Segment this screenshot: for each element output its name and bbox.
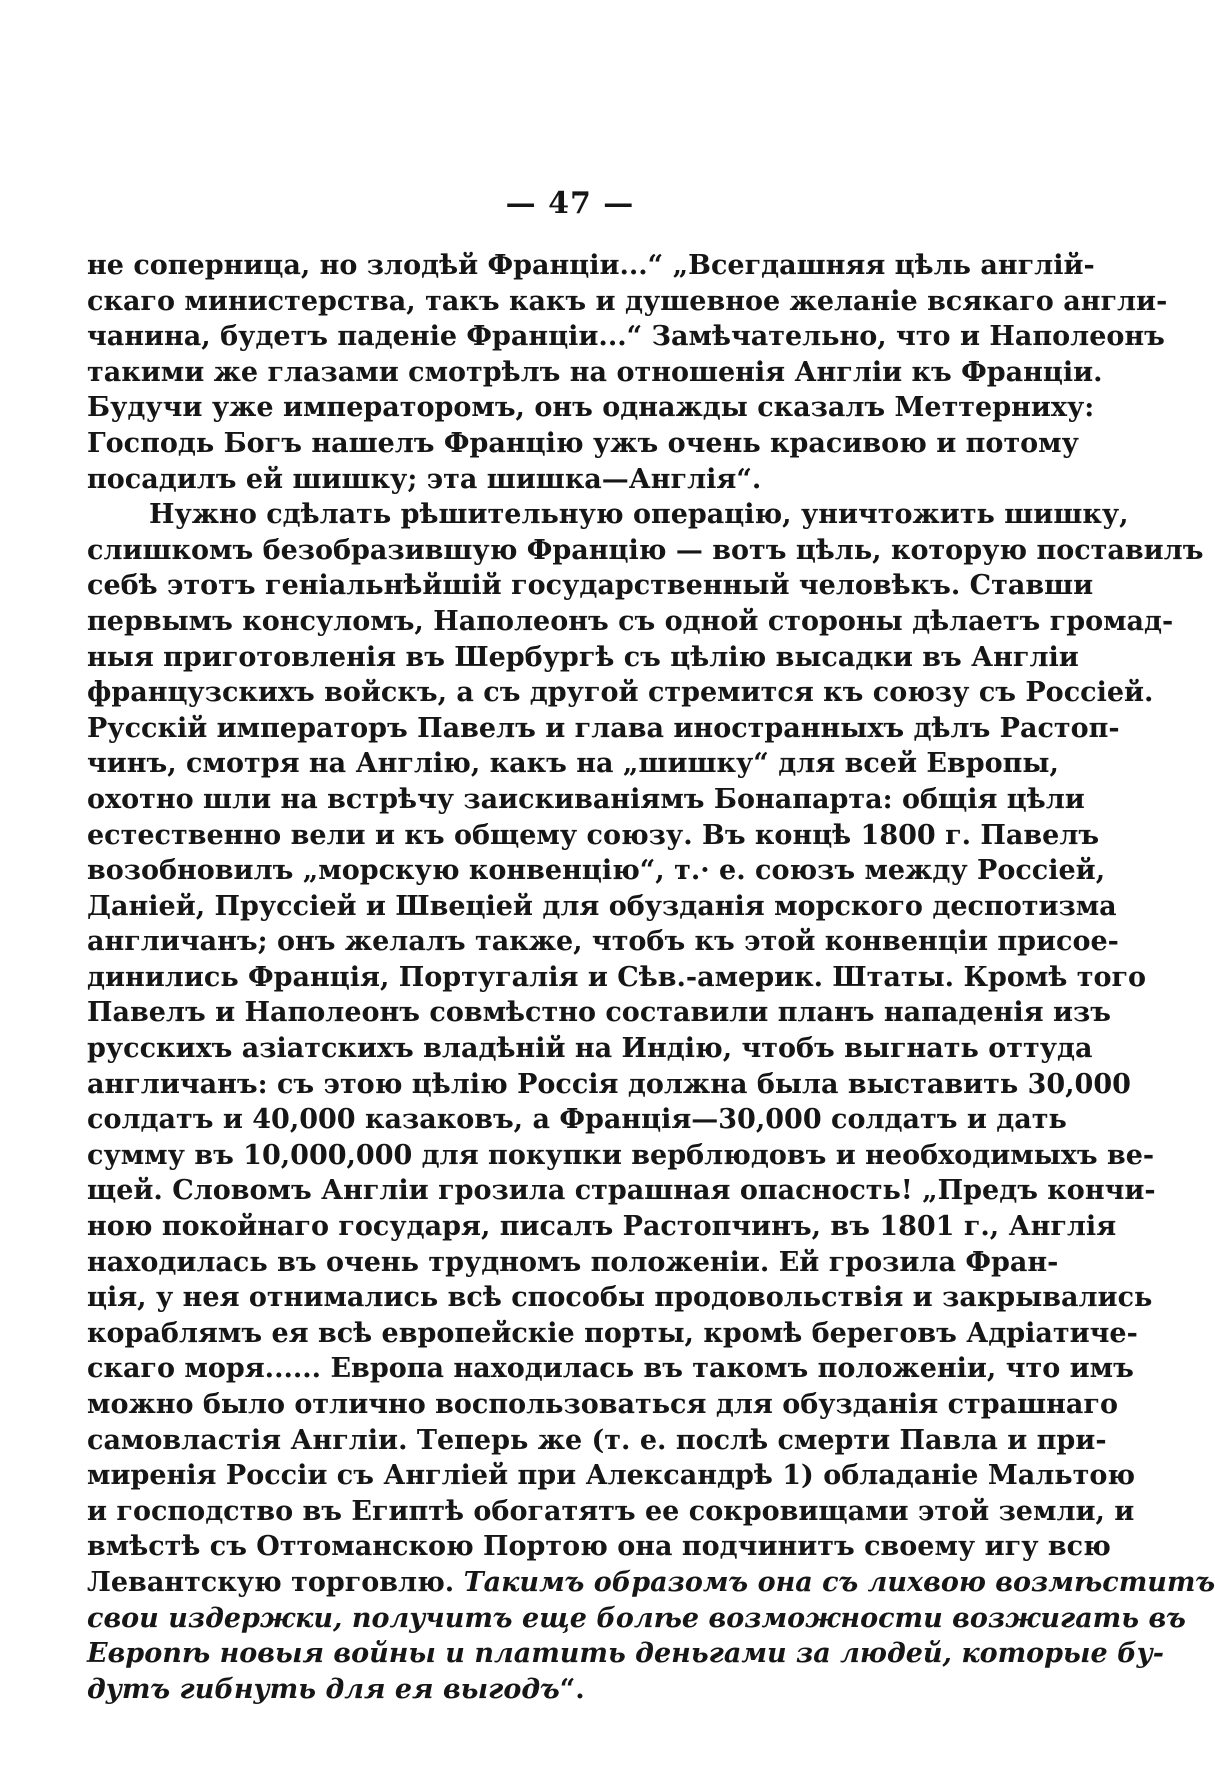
text-span: скаго моря...... Европа находилась въ такомъ положеніи, что имъ xyxy=(87,1353,1134,1385)
text-span: русскихъ азіатскихъ владѣній на Индію, чтобъ выгнать оттуда xyxy=(87,1033,1093,1065)
text-span: и господство въ Египтѣ обогатятъ ее сокровищами этой земли, и xyxy=(87,1495,1135,1527)
text-line xyxy=(87,1316,1138,1352)
italic-text-span: Европѣ новыя войны и платить деньгами за людей, которые бу- xyxy=(87,1638,1164,1670)
text-line xyxy=(87,924,1119,960)
text-span: англичанъ: съ этою цѣлію Россія должна была выставить 30,000 xyxy=(87,1068,1131,1100)
text-span: солдатъ и 40,000 казаковъ, а Франція—30,000 солдатъ и дать xyxy=(87,1104,1067,1136)
text-line xyxy=(87,675,1154,711)
text-span: ныя приготовленія въ Шербургѣ съ цѣлію высадки въ Англіи xyxy=(87,641,1079,673)
text-span: чинъ, смотря на Англію, какъ на „шишку“ для всей Европы, xyxy=(87,748,1059,780)
text-line xyxy=(87,1351,1134,1387)
text-span: посадилъ ей шишку; эта шишка—Англія“. xyxy=(87,463,762,495)
text-span: Русскій императоръ Павелъ и глава иностранныхъ дѣлъ Растоп- xyxy=(87,712,1120,744)
text-span: Нужно сдѣлать рѣшительную операцію, уничтожить шишку, xyxy=(149,499,1129,531)
text-line xyxy=(87,995,1111,1031)
text-line xyxy=(87,1601,1186,1637)
text-line xyxy=(87,533,1204,569)
text-span: можно было отлично воспользоваться для обузданія страшнаго xyxy=(87,1389,1118,1420)
text-line xyxy=(87,568,1094,604)
text-line xyxy=(87,853,1106,889)
text-line xyxy=(87,782,1085,818)
text-span: себѣ этотъ геніальнѣйшій государственный человѣкъ. Ставши xyxy=(87,570,1094,602)
text-span: находилась въ очень трудномъ положеніи. Ей грозила Фран- xyxy=(87,1246,1059,1278)
text-line xyxy=(87,818,1100,854)
text-line xyxy=(87,1245,1059,1281)
text-line xyxy=(87,1529,1111,1565)
text-span: Будучи уже императоромъ, онъ однажды сказалъ Меттерниху: xyxy=(87,392,1095,424)
text-span: Павелъ и Наполеонъ совмѣстно составили планъ нападенія изъ xyxy=(87,997,1111,1029)
text-line xyxy=(87,1636,1164,1672)
text-line xyxy=(87,1387,1118,1423)
text-span: вмѣстѣ съ Оттоманскою Портою она подчинитъ своему игу всю xyxy=(87,1531,1111,1563)
text-line xyxy=(87,711,1120,747)
text-line xyxy=(87,248,1095,284)
text-span: естественно вели и къ общему союзу. Въ концѣ 1800 г. Павелъ xyxy=(87,819,1100,851)
text-line xyxy=(87,604,1174,640)
text-line xyxy=(87,1209,1117,1245)
text-span: миренія Россіи съ Англіей при Александрѣ 1) обладаніе Мальтою xyxy=(87,1460,1136,1492)
text-span: не соперница, но злодѣй Франціи...“ „Всегдашняя цѣль англій- xyxy=(87,250,1095,281)
text-span: Левантскую торговлю. xyxy=(87,1566,464,1598)
text-line xyxy=(87,640,1079,676)
text-span: Даніей, Пруссіей и Швеціей для обузданія морского деспотизма xyxy=(87,890,1117,922)
text-line xyxy=(87,1565,1215,1601)
text-line xyxy=(87,1423,1107,1459)
text-span: динились Франція, Португалія и Сѣв.-америк. Штаты. Кромѣ того xyxy=(87,961,1147,993)
text-span: охотно шли на встрѣчу заискиваніямъ Бонапарта: общія цѣли xyxy=(87,783,1085,815)
italic-text-span: Такимъ образомъ она съ лихвою возмѣститъ xyxy=(463,1566,1215,1598)
text-line xyxy=(87,1458,1136,1494)
text-line xyxy=(87,1102,1067,1138)
italic-text-span: дутъ гибнуть для ея выгодъ xyxy=(87,1673,560,1705)
text-line xyxy=(87,1173,1156,1209)
text-span: возобновилъ „морскую конвенцію“, т.· е. союзъ между Россіей, xyxy=(87,855,1106,887)
text-span: кораблямъ ея всѣ европейскіе порты, кромѣ береговъ Адріатиче- xyxy=(87,1317,1138,1349)
text-span: щей. Словомъ Англіи грозила страшная опасность! „Предъ кончи- xyxy=(87,1175,1156,1207)
italic-text-span: свои издержки, получитъ еще болѣе возможности возжигать въ xyxy=(87,1602,1186,1634)
text-line xyxy=(87,1672,942,1708)
text-span: первымъ консуломъ, Наполеонъ съ одной стороны дѣлаетъ громад- xyxy=(87,605,1174,637)
text-line xyxy=(87,1280,1153,1316)
text-line xyxy=(87,284,1168,320)
text-line xyxy=(87,497,1129,533)
text-span: ною покойнаго государя, писалъ Растопчинъ, въ 1801 г., Англія xyxy=(87,1211,1117,1243)
text-span: французскихъ войскъ, а съ другой стремится къ союзу съ Россіей. xyxy=(87,677,1154,709)
text-line xyxy=(87,426,1079,462)
text-span: ція, у нея отнимались всѣ способы продовольствія и закрывались xyxy=(87,1282,1153,1314)
text-line xyxy=(87,960,1147,996)
text-line xyxy=(87,1031,1093,1067)
text-line xyxy=(87,462,942,498)
body-text xyxy=(87,248,1215,1707)
text-line xyxy=(87,319,1165,355)
text-line xyxy=(87,746,1059,782)
page-number: — 47 — xyxy=(505,186,635,221)
text-span: англичанъ; онъ желалъ также, чтобъ къ этой конвенціи присое- xyxy=(87,926,1119,958)
text-span: слишкомъ безобразившую Францію — вотъ цѣль, которую поставилъ xyxy=(87,534,1204,566)
text-span: сумму въ 10,000,000 для покупки верблюдовъ и необходимыхъ ве- xyxy=(87,1139,1155,1171)
text-span: Господь Богъ нашелъ Францію ужъ очень красивою и потому xyxy=(87,427,1079,459)
text-span: такими же глазами смотрѣлъ на отношенія Англіи къ Франціи. xyxy=(87,356,1103,388)
text-span: чанина, будетъ паденіе Франціи...“ Замѣчательно, что и Наполеонъ xyxy=(87,321,1165,353)
text-span: самовластія Англіи. Теперь же (т. е. послѣ смерти Павла и при- xyxy=(87,1424,1107,1456)
text-span: скаго министерства, такъ какъ и душевное желаніе всякаго англи- xyxy=(87,285,1168,317)
text-line xyxy=(87,1494,1135,1530)
text-line xyxy=(87,1138,1155,1174)
text-line xyxy=(87,390,1095,426)
text-span: “. xyxy=(559,1673,585,1705)
text-line xyxy=(87,355,1103,391)
text-line xyxy=(87,1067,1131,1103)
text-line xyxy=(87,889,1117,925)
